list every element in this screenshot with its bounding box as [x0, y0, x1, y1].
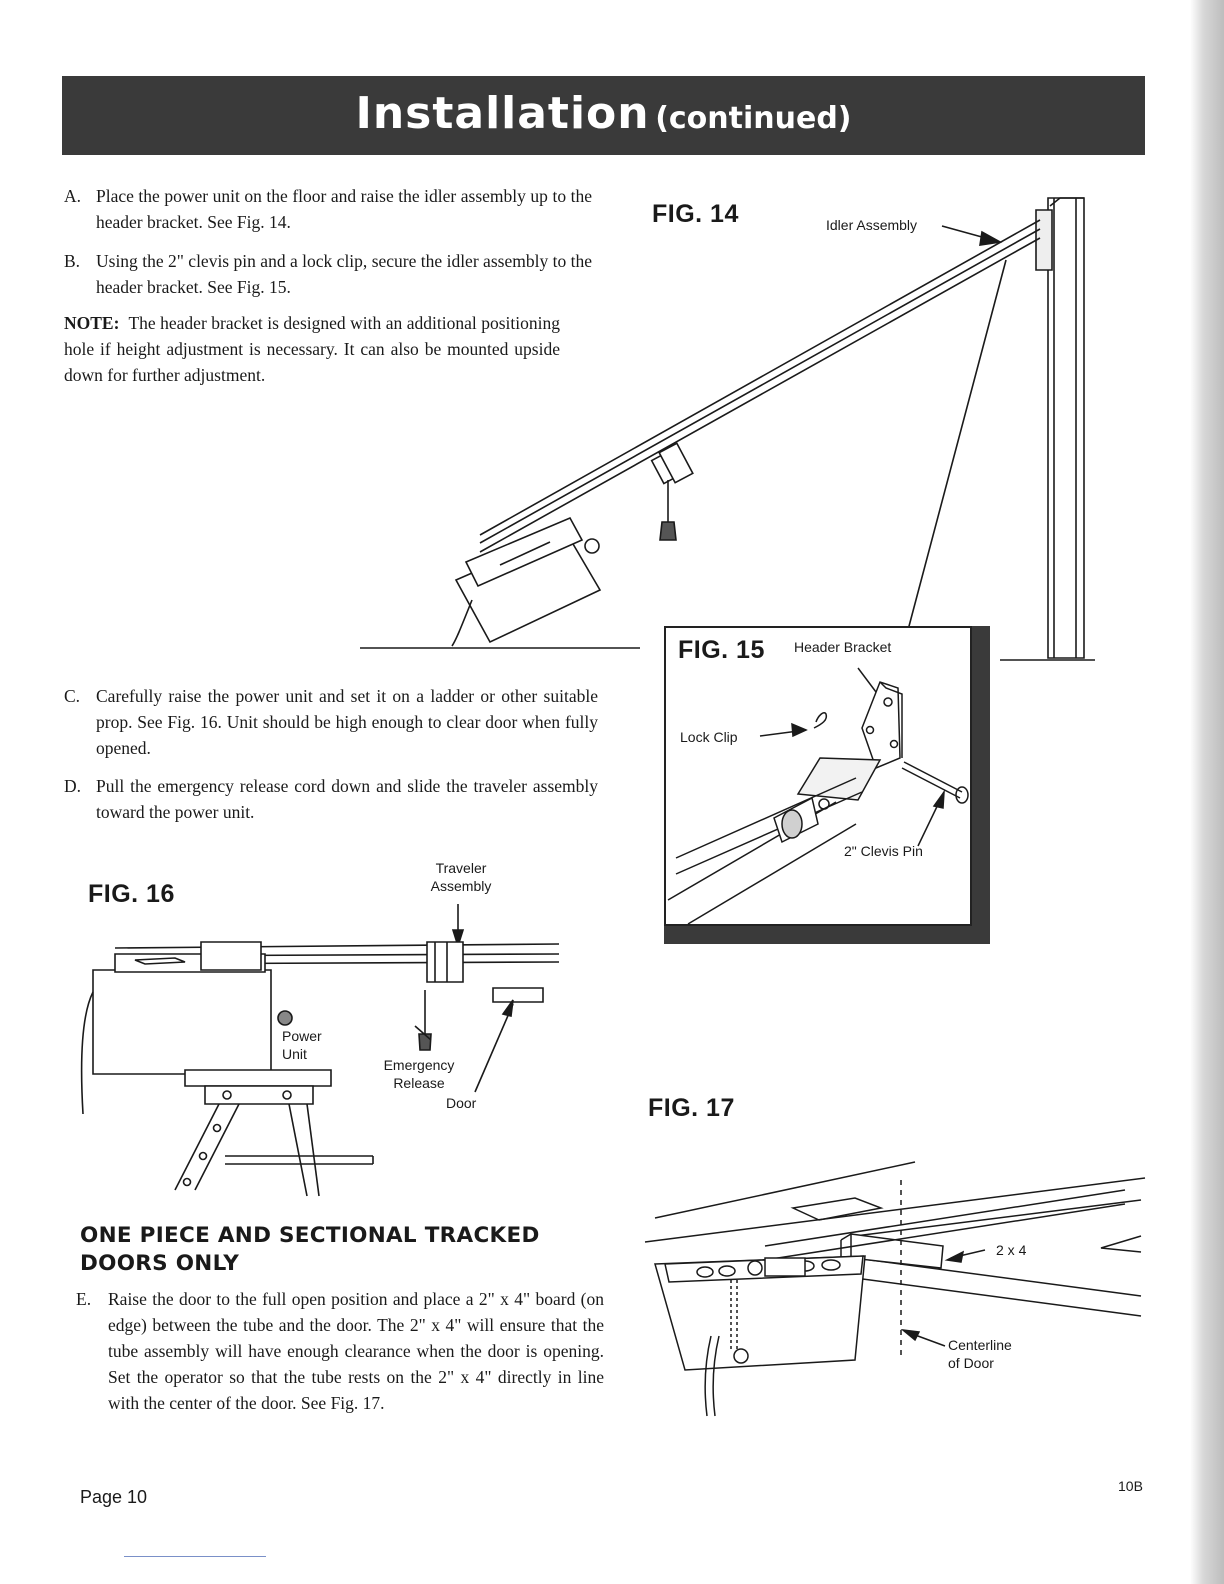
section-heading-line2: DOORS ONLY [80, 1251, 240, 1276]
fig16-label: FIG. 16 [88, 880, 175, 908]
fig16-door-label: Door [446, 1095, 477, 1111]
step-e [76, 1286, 604, 1416]
step-d-letter: D. [64, 776, 82, 796]
header-title: Installation [355, 88, 650, 139]
section-heading-line1: ONE PIECE AND SECTIONAL TRACKED [80, 1223, 540, 1248]
fig16-power-line2: Unit [282, 1046, 307, 1062]
step-b-text: Using the 2" clevis pin and a lock clip, secure the idler assembly to the header bracket. See Fig. 15. [96, 251, 592, 297]
step-c [64, 683, 598, 761]
fig15-clevis-pin-label: 2" Clevis Pin [844, 843, 923, 859]
note-label: NOTE: [64, 313, 120, 333]
bottom-rule [124, 1556, 266, 1557]
fig16-release-line1: Emergency [383, 1057, 455, 1073]
fig15-inner [664, 626, 972, 926]
fig16-traveler-line1: Traveler [435, 860, 487, 876]
fig16-traveler-line2: Assembly [430, 878, 492, 894]
section-heading [80, 1222, 540, 1278]
fig15-panel [664, 626, 990, 944]
step-d-text: Pull the emergency release cord down and slide the traveler assembly toward the power unit. [96, 776, 598, 822]
fig16-release-line2: Release [393, 1075, 445, 1091]
note-text: The header bracket is designed with an additional positioning hole if height adjustment is necessary. It can also be mounted upside down for further adjustment. [64, 313, 560, 385]
fig14-idler-assembly-label: Idler Assembly [826, 217, 918, 233]
fig14-label: FIG. 14 [652, 200, 739, 228]
fig16-emergency-release-label [376, 1056, 462, 1092]
fig16-drawing [75, 900, 575, 1200]
fig16-traveler-label [420, 859, 502, 895]
fig15-label: FIG. 15 [678, 636, 765, 664]
step-e-letter: E. [76, 1289, 92, 1309]
step-c-text: Carefully raise the power unit and set it on a ladder or other suitable prop. See Fig. 16. Unit should be high enough to clear door when fully opened. [96, 686, 598, 758]
footer-code: 10B [1118, 1478, 1143, 1494]
step-a-letter: A. [64, 186, 82, 206]
fig16-power-unit-label [282, 1027, 322, 1063]
step-e-text: Raise the door to the full open position and place a 2" x 4" board (on edge) between the tube and the door. The 2" x 4" will ensure that the tube assembly will have enough clearance when the door is opening. Set the operator so that the tube rests on the 2" x 4" directly in line with the center of the door. See Fig. 17. [108, 1289, 604, 1413]
fig17-centerline-line1: Centerline [948, 1337, 1012, 1353]
step-c-letter: C. [64, 686, 81, 706]
footer-page-number: Page 10 [80, 1487, 148, 1507]
fig17-centerline-label [948, 1336, 1012, 1372]
fig15-lock-clip-label: Lock Clip [680, 729, 738, 745]
fig17-drawing [645, 1150, 1145, 1430]
header-subtitle: (continued) [655, 101, 852, 136]
section-header-bar [62, 76, 1145, 155]
page-edge-shadow [1190, 0, 1224, 1584]
step-b-letter: B. [64, 251, 81, 271]
fig15-header-bracket-label: Header Bracket [794, 639, 892, 655]
fig16-power-line1: Power [282, 1028, 322, 1044]
fig17-board-label: 2 x 4 [996, 1242, 1027, 1258]
step-a-text: Place the power unit on the floor and raise the idler assembly up to the header bracket. See Fig. 14. [96, 186, 592, 232]
fig17-centerline-line2: of Door [948, 1355, 994, 1371]
fig15-drawing [666, 628, 970, 924]
step-d [64, 773, 598, 825]
fig17-label: FIG. 17 [648, 1094, 735, 1122]
fig14-drawing [360, 190, 1100, 660]
